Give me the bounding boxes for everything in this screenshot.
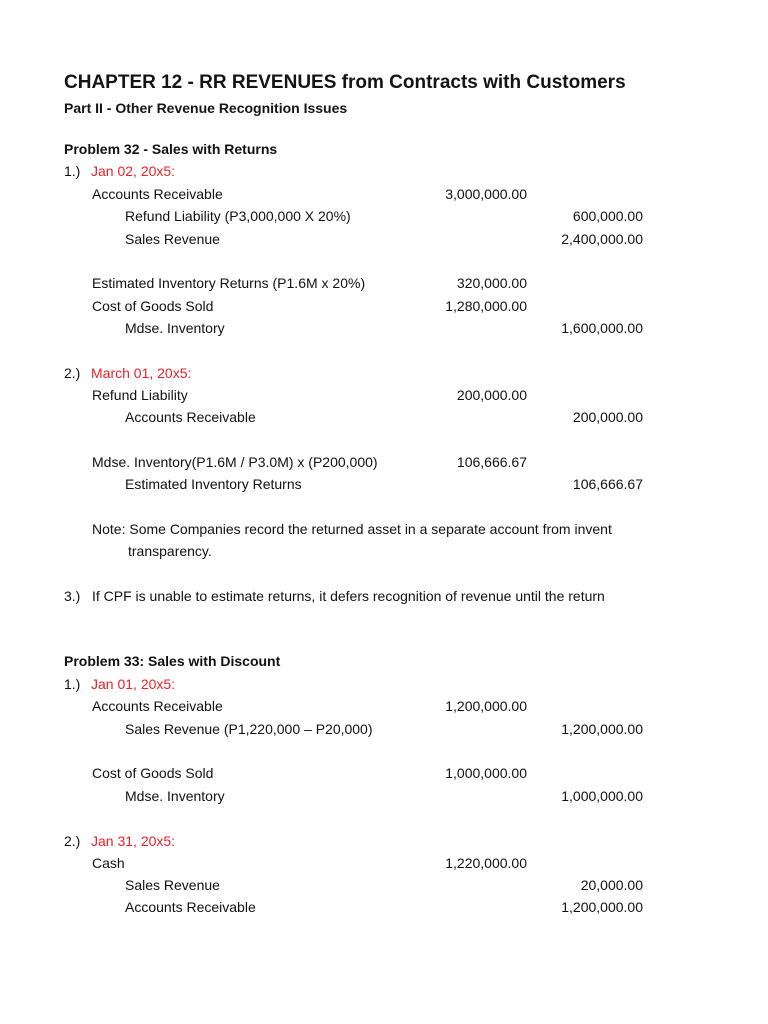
credit-amount: 106,666.67 [572,476,643,492]
account-name: Cash [92,855,125,871]
account-name: Cost of Goods Sold [92,298,214,314]
journal-row [0,896,768,918]
credit-amount: 200,000.00 [572,409,643,425]
account-name: Sales Revenue (P1,220,000 – P20,000) [125,721,373,737]
p32-item2-header [0,362,768,384]
problem-32-heading: Problem 32 - Sales with Returns [64,141,278,157]
journal-row [0,406,768,428]
journal-row [0,785,768,807]
credit-amount: 20,000.00 [580,877,643,893]
journal-row [0,852,768,874]
account-name: Accounts Receivable [125,409,256,425]
account-name: Accounts Receivable [92,698,223,714]
journal-row [0,295,768,317]
debit-amount: 1,000,000.00 [445,765,527,781]
account-name: Cost of Goods Sold [92,765,214,781]
debit-amount: 1,280,000.00 [445,298,527,314]
p33-item1-header [0,673,768,695]
debit-amount: 3,000,000.00 [445,186,527,202]
journal-row [0,451,768,473]
journal-row [0,272,768,294]
journal-row [0,473,768,495]
entry-date: Jan 02, 20x5: [91,163,176,179]
account-name: Estimated Inventory Returns [125,476,302,492]
journal-row [0,183,768,205]
account-name: Estimated Inventory Returns (P1.6M x 20%) [92,275,366,291]
debit-amount: 106,666.67 [456,454,527,470]
entry-date: March 01, 20x5: [91,365,192,381]
debit-amount: 200,000.00 [456,387,527,403]
entry-date: Jan 01, 20x5: [91,676,176,692]
credit-amount: 1,000,000.00 [561,788,643,804]
item-number: 2.) [64,365,81,381]
p32-item1-header [0,160,768,182]
item-number: 1.) [64,163,81,179]
item-number: 3.) [64,588,81,604]
part-subtitle: Part II - Other Revenue Recognition Issues [64,100,348,116]
item-text: If CPF is unable to estimate returns, it defers recognition of revenue until the return [92,588,605,604]
account-name: Refund Liability (P3,000,000 X 20%) [125,208,351,224]
account-name: Refund Liability [92,387,188,403]
problem-33-heading: Problem 33: Sales with Discount [64,653,281,669]
item-number: 2.) [64,833,81,849]
account-name: Mdse. Inventory [125,788,225,804]
note-line [0,540,768,562]
chapter-title: CHAPTER 12 - RR REVENUES from Contracts with Customers [64,72,626,93]
journal-row [0,228,768,250]
account-name: Sales Revenue [125,877,220,893]
account-name: Sales Revenue [125,231,220,247]
entry-date: Jan 31, 20x5: [91,833,176,849]
item-number: 1.) [64,676,81,692]
journal-row [0,695,768,717]
credit-amount: 600,000.00 [572,208,643,224]
credit-amount: 1,600,000.00 [561,320,643,336]
journal-row [0,205,768,227]
journal-row [0,762,768,784]
note-text-continued: transparency. [128,543,212,559]
account-name: Mdse. Inventory [125,320,225,336]
p32-item3 [0,585,768,607]
account-name: Accounts Receivable [92,186,223,202]
journal-row [0,384,768,406]
note-line [0,518,768,540]
credit-amount: 2,400,000.00 [561,231,643,247]
debit-amount: 1,220,000.00 [445,855,527,871]
debit-amount: 320,000.00 [456,275,527,291]
credit-amount: 1,200,000.00 [561,721,643,737]
account-name: Accounts Receivable [125,899,256,915]
journal-row [0,874,768,896]
account-name: Mdse. Inventory(P1.6M / P3.0M) x (P200,000) [92,454,378,470]
credit-amount: 1,200,000.00 [561,899,643,915]
debit-amount: 1,200,000.00 [445,698,527,714]
journal-row [0,718,768,740]
journal-row [0,317,768,339]
p33-item2-header [0,830,768,852]
note-text: Note: Some Companies record the returned asset in a separate account from invent [92,521,612,537]
